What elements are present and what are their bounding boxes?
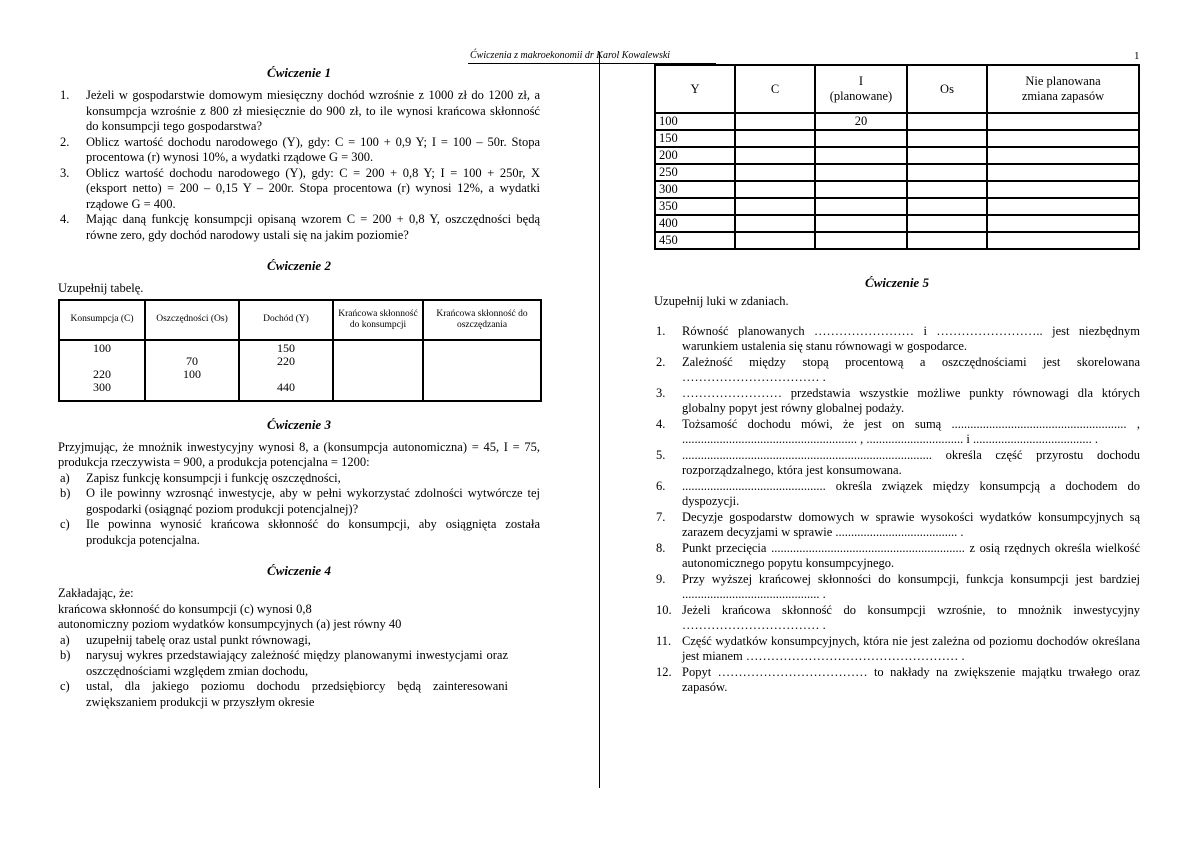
page-number: 1	[1134, 50, 1140, 62]
c-cell	[735, 181, 815, 198]
exercise-5	[654, 274, 1140, 696]
os-cell	[907, 130, 987, 147]
exercise-1-list	[58, 88, 540, 243]
item-text: Punkt przecięcia .............................................................. z osią rzędnych określa wielkość autonomicznego popytu konsumpcyjnego.	[682, 540, 1140, 570]
column-header-i	[815, 65, 907, 113]
item-text: Zapisz funkcję konsumpcji i funkcję oszczędności,	[86, 470, 341, 485]
item-number: 4.	[656, 416, 666, 431]
item-text: Popyt ……………………………… to nakłady na zwiększenie majątku trwałego oraz zapasów.	[682, 664, 1140, 694]
list-item	[58, 471, 540, 487]
table-row	[655, 113, 1139, 130]
list-item	[654, 541, 1140, 572]
column-header-c: C	[735, 65, 815, 113]
header-line: I	[858, 74, 864, 88]
item-text: …………………… przedstawia wszystkie możliwe punkty równowagi dla których globalny popyt jest równy globalnej podaży.	[682, 385, 1140, 415]
exercise-3-intro: Przyjmując, że mnożnik inwestycyjny wynosi 8, a (konsumpcja autonomiczna) = 45, I = 75, produkcja rzeczywista = 900, a produkcja potencjalna = 1200:	[58, 439, 540, 469]
item-number: 1.	[656, 323, 666, 338]
c-cell	[735, 215, 815, 232]
column-header: Dochód (Y)	[239, 300, 333, 340]
os-cell	[907, 232, 987, 249]
item-number: b)	[60, 486, 71, 500]
column-header: Konsumpcja (C)	[59, 300, 145, 340]
column-header: Krańcowa skłonność do oszczędzania	[423, 300, 541, 340]
c-cell	[735, 130, 815, 147]
header-line: (planowane)	[829, 89, 893, 103]
exercise-1	[58, 64, 540, 243]
exercise-3-list	[58, 471, 540, 549]
os-cell	[907, 164, 987, 181]
list-item	[58, 135, 540, 166]
list-item	[58, 166, 540, 213]
item-text: Jeżeli w gospodarstwie domowym miesięczny dochód wzrośnie z 1000 zł do 1200 zł, a konsumpcja wzrośnie z 800 zł miesięcznie do 900 zł, to ile wynosi krańcowa skłonność do konsumpcji tego gospodarstwa?	[86, 88, 540, 133]
exercise-4	[58, 562, 540, 710]
list-item	[654, 479, 1140, 510]
list-item	[58, 517, 540, 548]
item-number: a)	[60, 470, 70, 485]
exercise-4-table	[654, 64, 1140, 250]
item-number: 3.	[60, 165, 70, 180]
column-header-inventory	[987, 65, 1139, 113]
header-title: Ćwiczenia z makroekonomii dr Karol Kowalewski	[470, 50, 671, 61]
cell-value: 220	[277, 353, 295, 368]
item-text: Mając daną funkcję konsumpcji opisaną wzorem C = 200 + 0,8 Y, oszczędności będą równe zero, gdy dochód narodowy ustali się na jakim poziomie?	[86, 212, 540, 242]
item-text: ustal, dla jakiego poziomu dochodu przedsiębiorcy będą zainteresowani zwiększaniem produkcji w przyszłym okresie	[86, 679, 508, 709]
item-text: Jeżeli krańcowa skłonność do konsumpcji wzrośnie, to mnożnik inwestycyjny …………………………… .	[682, 602, 1140, 632]
column-header: Oszczędności (Os)	[145, 300, 239, 340]
c-cell	[735, 232, 815, 249]
list-item	[654, 603, 1140, 634]
table-row	[655, 130, 1139, 147]
cell-value: 220	[93, 366, 111, 381]
mpc-cell	[333, 340, 423, 401]
item-text: Oblicz wartość dochodu narodowego (Y), gdy: C = 200 + 0,8 Y; I = 100 + 250r, X (eksport netto) = 200 – 0,15 Y – 200r. Stopa procentowa (r) wynosi 12%, a wydatki rządowe G = 400.	[86, 165, 540, 211]
table-row	[655, 181, 1139, 198]
exercise-5-title: Ćwiczenie 5	[865, 275, 929, 290]
exercise-2-title: Ćwiczenie 2	[267, 258, 331, 273]
os-cell	[907, 147, 987, 164]
inventory-cell	[987, 181, 1139, 198]
cell-value: 100	[183, 366, 201, 381]
exercise-4-intro-2: krańcowa skłonność do konsumpcji (c) wynosi 0,8	[58, 601, 312, 616]
inventory-cell	[987, 198, 1139, 215]
item-text: Przy wyższej krańcowej skłonności do konsumpcji, funkcja konsumpcji jest bardziej ............................................ .	[682, 571, 1140, 601]
y-cell: 400	[655, 215, 735, 232]
list-item	[58, 88, 540, 135]
inventory-cell	[987, 113, 1139, 130]
y-cell: 450	[655, 232, 735, 249]
income-cell	[239, 340, 333, 401]
list-item	[58, 633, 508, 649]
list-item	[654, 634, 1140, 665]
item-text: Decyzje gospodarstw domowych w sprawie wysokości wydatków konsumpcyjnych są zarazem decyzjami w sprawie ....................................... .	[682, 509, 1140, 539]
item-text: Zależność między stopą procentową a oszczędnościami jest skorelowana …………………………… .	[682, 354, 1140, 384]
right-column	[654, 64, 1140, 696]
i-cell	[815, 198, 907, 215]
list-item	[58, 212, 540, 243]
item-number: 4.	[60, 212, 70, 226]
table-row	[655, 232, 1139, 249]
y-cell: 200	[655, 147, 735, 164]
c-cell	[735, 147, 815, 164]
exercise-1-title: Ćwiczenie 1	[267, 65, 331, 80]
i-cell	[815, 232, 907, 249]
y-cell: 250	[655, 164, 735, 181]
item-text: ................................................................................ określa część przyrostu dochodu rozporządzalnego, która jest konsumowana.	[682, 447, 1140, 477]
item-number: 5.	[656, 447, 666, 462]
inventory-cell	[987, 215, 1139, 232]
mps-cell	[423, 340, 541, 401]
consumption-cell	[59, 340, 145, 401]
table-row	[655, 147, 1139, 164]
column-header: Krańcowa skłonność do konsumpcji	[333, 300, 423, 340]
item-number: 3.	[656, 385, 666, 400]
exercise-4-list	[58, 633, 508, 711]
list-item	[654, 355, 1140, 386]
item-text: narysuj wykres przedstawiający zależność między planowanymi inwestycjami oraz oszczędnościami względem zmian dochodu,	[86, 648, 508, 678]
exercise-4-intro-3: autonomiczny poziom wydatków konsumpcyjnych (a) jest równy 40	[58, 617, 402, 631]
list-item	[654, 448, 1140, 479]
y-cell: 300	[655, 181, 735, 198]
i-cell: 20	[815, 113, 907, 130]
list-item	[654, 386, 1140, 417]
exercise-5-intro: Uzupełnij luki w zdaniach.	[654, 294, 789, 308]
item-text: Równość planowanych …………………… i …………………….. jest niezbędnym warunkiem ustalenia się stanu równowagi w gospodarce.	[682, 323, 1140, 353]
exercise-4-intro-1: Zakładając, że:	[58, 586, 134, 600]
y-cell: 100	[655, 113, 735, 130]
item-text: Ile powinna wynosić krańcowa skłonność do konsumpcji, aby osiągnięta została produkcja potencjalna.	[86, 517, 540, 547]
exercise-2-table	[58, 299, 542, 402]
i-cell	[815, 130, 907, 147]
cell-value: 300	[93, 379, 111, 394]
column-divider	[599, 52, 600, 788]
item-text: O ile powinny wzrosnąć inwestycje, aby w pełni wykorzystać zdolności wytwórcze tej gospodarki (osiągnąć poziom produkcji potencjalnej)?	[86, 486, 540, 516]
os-cell	[907, 181, 987, 198]
cell-value: 100	[93, 340, 111, 355]
header-line: zmiana zapasów	[1021, 89, 1105, 103]
item-number: 10.	[656, 602, 672, 617]
column-header-os: Os	[907, 65, 987, 113]
cell-value	[146, 381, 238, 394]
item-text: Oblicz wartość dochodu narodowego (Y), gdy: C = 100 + 0,9 Y; I = 100 – 50r. Stopa procentowa (r) wynosi 10%, a wydatki rządowe G = 300.	[86, 134, 540, 164]
exercise-2	[58, 257, 540, 402]
os-cell	[907, 198, 987, 215]
list-item	[654, 665, 1140, 696]
item-text: Tożsamość dochodu mówi, że jest on sumą ........................................................ , ........................................................ , ............................... i ...................................... .	[682, 416, 1140, 446]
c-cell	[735, 198, 815, 215]
exercise-5-list	[654, 324, 1140, 696]
header-line: Nie planowana	[1025, 74, 1101, 88]
cell-value: 70	[186, 353, 198, 368]
item-number: 7.	[656, 509, 666, 524]
item-number: 11.	[656, 633, 672, 648]
item-text: Część wydatków konsumpcyjnych, która nie jest zależna od poziomu dochodów określana jest mianem …………………………………………… .	[682, 633, 1140, 663]
cell-value	[146, 342, 238, 355]
inventory-cell	[987, 164, 1139, 181]
item-text: .............................................. określa związek między konsumpcją a dochodem do dyspozycji.	[682, 478, 1140, 508]
os-cell	[907, 113, 987, 130]
item-number: 8.	[656, 540, 666, 555]
exercise-3-title: Ćwiczenie 3	[267, 416, 331, 432]
cell-value: 150	[277, 340, 295, 355]
cell-value	[60, 355, 144, 368]
item-number: 6.	[656, 478, 666, 493]
exercise-2-intro: Uzupełnij tabelę.	[58, 281, 144, 295]
table-row	[655, 198, 1139, 215]
list-item	[654, 324, 1140, 355]
inventory-cell	[987, 147, 1139, 164]
item-text: uzupełnij tabelę oraz ustal punkt równowagi,	[86, 632, 311, 647]
table-row	[59, 340, 541, 401]
os-cell	[907, 215, 987, 232]
i-cell	[815, 147, 907, 164]
i-cell	[815, 181, 907, 198]
item-number: c)	[60, 517, 70, 531]
i-cell	[815, 164, 907, 181]
item-number: 2.	[656, 354, 666, 369]
list-item	[58, 679, 508, 710]
exercise-4-title: Ćwiczenie 4	[267, 563, 331, 578]
y-cell: 350	[655, 198, 735, 215]
page-header	[0, 50, 1200, 64]
list-item	[654, 510, 1140, 541]
table-row	[655, 215, 1139, 232]
item-number: 12.	[656, 664, 672, 679]
table-row	[655, 164, 1139, 181]
column-header-y: Y	[655, 65, 735, 113]
list-item	[58, 648, 508, 679]
i-cell	[815, 215, 907, 232]
list-item	[654, 417, 1140, 448]
inventory-cell	[987, 130, 1139, 147]
item-number: a)	[60, 632, 70, 647]
savings-cell	[145, 340, 239, 401]
item-number: 2.	[60, 134, 70, 149]
left-column	[58, 64, 540, 710]
item-number: 1.	[60, 88, 70, 102]
y-cell: 150	[655, 130, 735, 147]
list-item	[654, 572, 1140, 603]
list-item	[58, 486, 540, 517]
cell-value: 440	[277, 379, 295, 394]
item-number: b)	[60, 648, 71, 662]
c-cell	[735, 164, 815, 181]
cell-value	[240, 368, 332, 381]
c-cell	[735, 113, 815, 130]
exercise-3	[58, 416, 540, 549]
inventory-cell	[987, 232, 1139, 249]
item-number: 9.	[656, 571, 666, 586]
item-number: c)	[60, 679, 70, 693]
